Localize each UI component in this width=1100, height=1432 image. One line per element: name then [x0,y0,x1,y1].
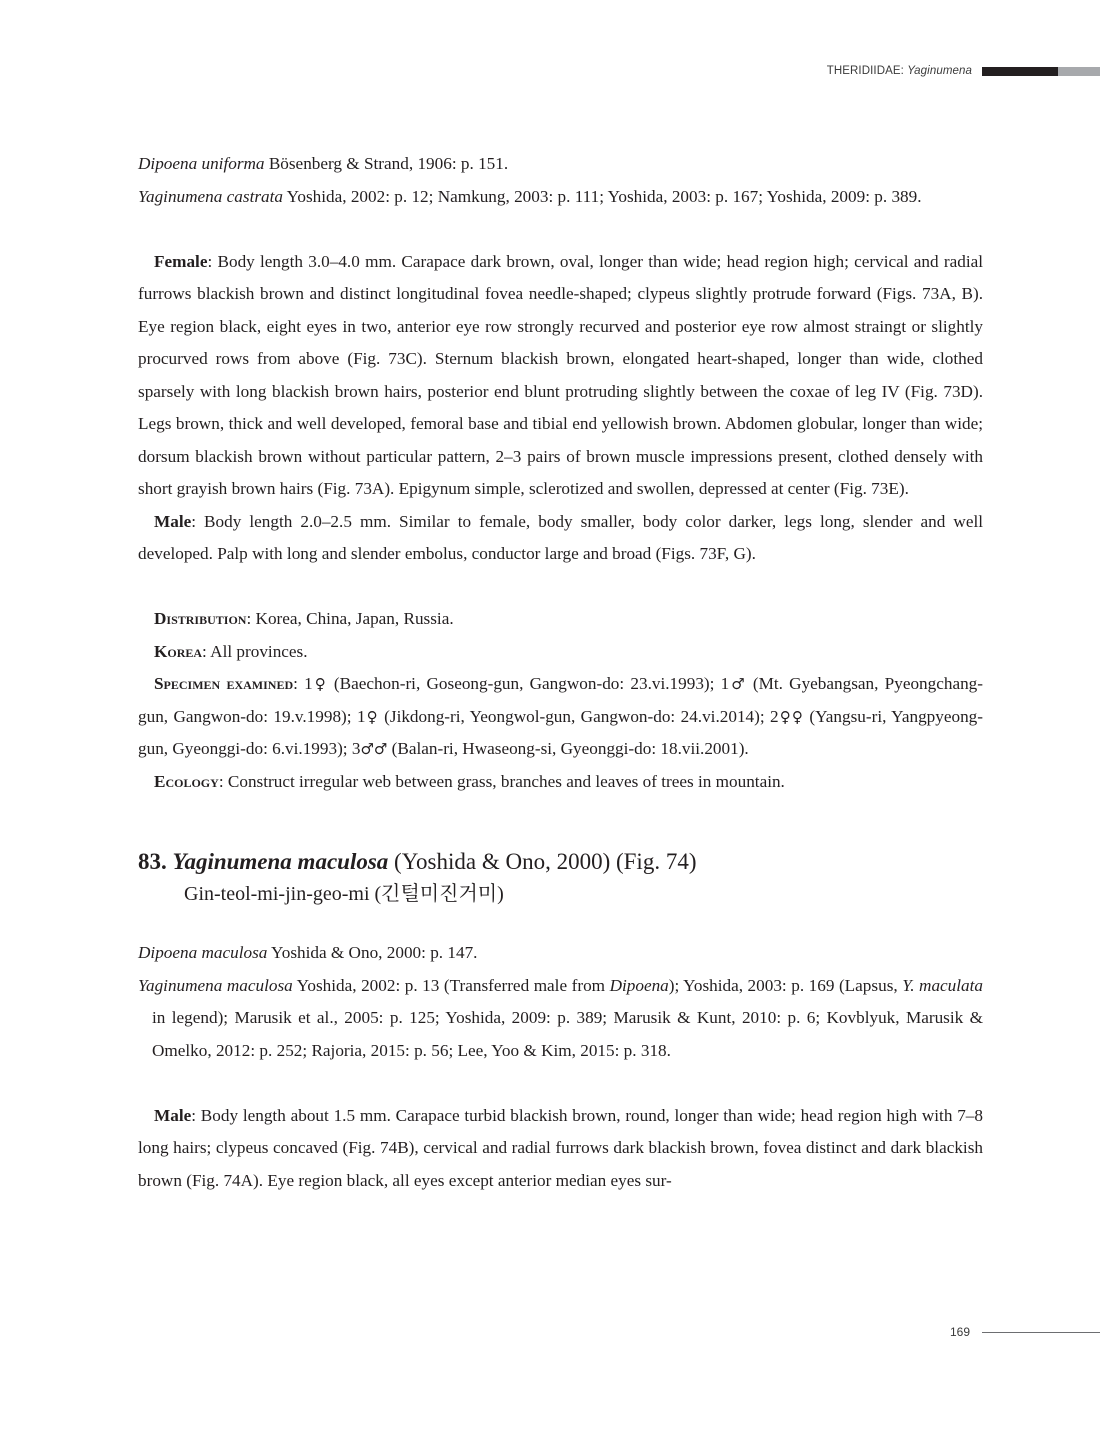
synonym-entry [138,970,983,1068]
synonym-reference: Bösenberg & Strand, 1906: p. 151. [264,154,509,173]
synonym-reference: Yoshida, 2002: p. 12; Namkung, 2003: p. 111; Yoshida, 2003: p. 167; Yoshida, 2009: p. 389. [283,186,922,206]
synonym-reference-italic: Dipoena [609,975,669,995]
species-authority: (Yoshida & Ono, 2000) (Fig. 74) [388,849,697,874]
page-footer [950,1324,1100,1340]
synonym-reference-italic: Y. maculata [902,975,983,995]
header-genus: Yaginumena [907,65,972,77]
female-description [138,246,983,506]
ecology-text: : Construct irregular web between grass, branches and leaves of trees in mountain. [218,771,785,791]
specimen-paragraph [138,668,983,766]
female-label: Female [154,251,208,271]
specimen-text: (Baechon-ri, Goseong-gun, Gangwon-do: 23.vi.1993); 1 [327,674,730,693]
korea-paragraph [138,636,983,669]
male-label: Male [154,511,192,531]
running-header-title [827,65,972,77]
male-description [138,506,983,571]
species-common-name: Gin-teol-mi-jin-geo-mi (긴털미진거미) [184,883,504,905]
synonym-reference: Yoshida & Ono, 2000: p. 147. [267,943,478,962]
synonym-reference: Yoshida, 2002: p. 13 (Transferred male from [292,975,610,995]
specimen-text: (Jikdong-ri, Yeongwol-gun, Gangwon-do: 24.vi.2014); 2 [378,706,779,726]
specimen-text: (Mt. Gyebangsan, Pyeongchang-gun, Gangwon-do: 19.v.1998); 1 [138,674,983,726]
female-symbol-icon: ♀ [365,707,379,726]
distribution-paragraph [138,603,983,636]
female-text: : Body length 3.0–4.0 mm. Carapace dark brown, oval, longer than wide; head region high; cervical and radial furrows blackish brown and distinct longitudinal fovea needle-shaped; clypeus slightly protrude forward (Figs. 73A, B). Eye region black, eight eyes in two, anterior eye row strongly recurved and posterior eye row almost straingt or slightly procurved rows from above (Fig. 73C). Sternum blackish brown, elongated heart-shaped, longer than wide, clothed sparsely with long blackish brown hairs, posterior end blunt protruding slightly between the coxae of leg IV (Fig. 73D). Legs brown, thick and well developed, femoral base and tibial end yellowish brown. Abdomen globular, longer than wide; dorsum blackish brown without particular pattern, 2–3 pairs of brown muscle impressions present, clothed densely with short grayish brown hairs (Fig. 73A). Epigynum simple, sclerotized and swollen, depressed at center (Fig. 73E). [138,251,983,498]
synonym-taxon: Dipoena uniforma [138,154,265,173]
running-header [827,64,1100,78]
male-symbol-icon: ♂ [729,675,747,693]
synonym-reference: ); Yoshida, 2003: p. 169 (Lapsus, [668,975,903,995]
synonym-reference: in legend); Marusik et al., 2005: p. 125; Yoshida, 2009: p. 389; Marusik & Kunt, 2010: p. 6; Kovblyuk, Marusik & Omelko, 2012: p. 252; Rajoria, 2015: p. 56; Lee, Yoo & Kim, 2015: p. 318. [152,1008,983,1060]
header-family: THERIDIIDAE: [826,65,904,77]
species-name: Yaginumena maculosa [172,849,389,874]
female-symbol-icon: ♀♀ [778,707,804,726]
distribution-text: : Korea, China, Japan, Russia. [246,609,454,628]
synonym-taxon: Yaginumena castrata [138,186,283,206]
male-symbol-icon: ♂♂ [360,740,388,758]
synonym-entry [138,937,983,970]
male-description [138,1100,983,1198]
synonym-taxon: Dipoena maculosa [138,943,268,962]
synonym-entry [138,181,983,214]
male-label: Male [154,1105,192,1125]
species-number: 83. [138,849,167,874]
synonym-entry [138,148,983,181]
page-body [138,148,983,1197]
header-bar-dark [982,67,1058,76]
page-number: 169 [949,1325,970,1339]
synonym-taxon: Yaginumena maculosa [138,975,293,995]
korea-label: Korea [154,641,203,661]
korea-text: : All provinces. [202,641,308,661]
specimen-label: Specimen examined [154,674,294,693]
specimen-text: : 1 [293,674,313,693]
species-heading [138,846,983,878]
footer-rule [982,1332,1100,1333]
specimen-text: (Yangsu-ri, Yangpyeong-gun, Gyeonggi-do: 6.vi.1993); 3 [138,706,983,758]
specimen-text: (Balan-ri, Hwaseong-si, Gyeonggi-do: 18.vii.2001). [387,739,749,758]
ecology-label: Ecology [154,771,219,791]
header-bar-grey [1058,67,1100,76]
distribution-label: Distribution [154,609,247,628]
ecology-paragraph [138,766,983,799]
male-text: : Body length about 1.5 mm. Carapace turbid blackish brown, round, longer than wide; head region high with 7–8 long hairs; clypeus concaved (Fig. 74B), cervical and radial furrows dark blackish brown, fovea distinct and dark blackish brown (Fig. 74A). Eye region black, all eyes except anterior median eyes sur- [138,1105,983,1190]
male-text: : Body length 2.0–2.5 mm. Similar to female, body smaller, body color darker, legs long, slender and well developed. Palp with long and slender embolus, conductor large and broad (Figs. 73F, G). [138,511,983,563]
female-symbol-icon: ♀ [312,675,328,693]
